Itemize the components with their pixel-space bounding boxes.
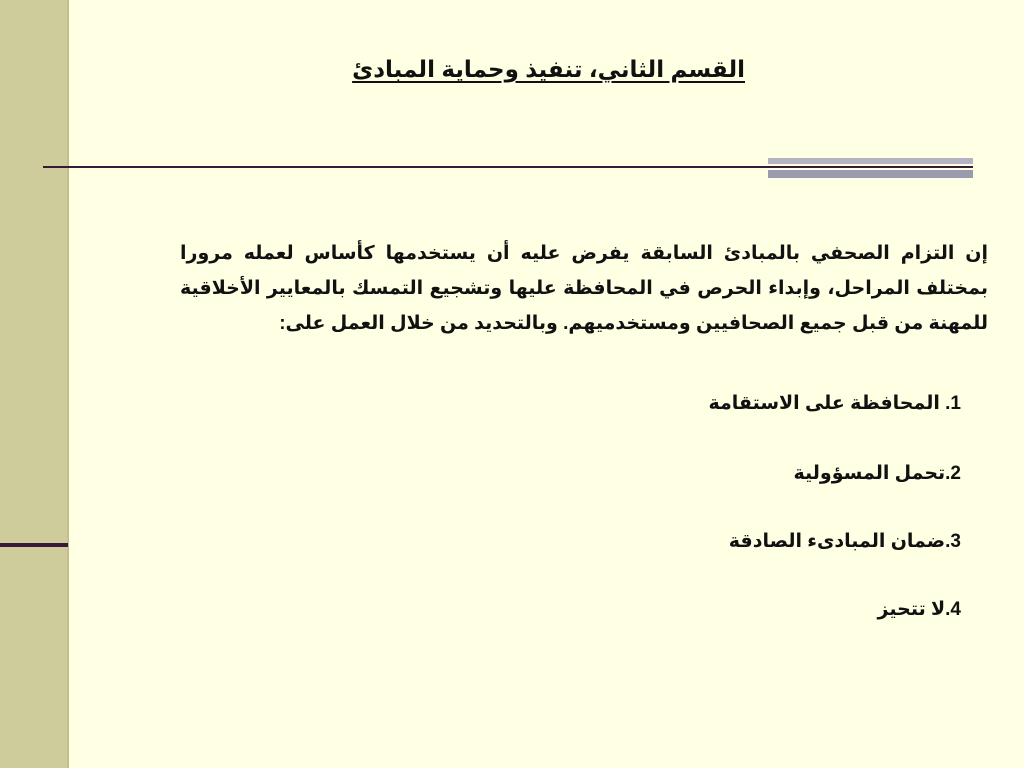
left-decorative-band [0, 0, 68, 768]
slide-title: القسم الثاني، تنفيذ وحماية المبادئ [352, 56, 745, 82]
list-item-2: 2.تحمل المسؤولية [793, 463, 961, 484]
list-item-1: 1. المحافظة على الاستقامة [708, 393, 961, 414]
left-band-edge [67, 0, 69, 768]
list-item-4: 4.لا تتحيز [877, 599, 961, 620]
title-divider-block [768, 158, 973, 178]
list-item-3: 3.ضمان المبادىء الصادقة [728, 531, 961, 552]
intro-paragraph: إن التزام الصحفي بالمبادئ السابقة يفرض عليه أن يستخدمها كأساس لعمله مرورا بمختلف المراحل، وإبداء الحرص في المحافظة عليها وتشجيع التمسك بالمعايير الأخلاقية للمهنة من قبل جميع الصحافيين ومستخدميهم. وبالتحديد من خلال العمل على: [180, 243, 988, 334]
left-accent-bar [0, 543, 68, 547]
